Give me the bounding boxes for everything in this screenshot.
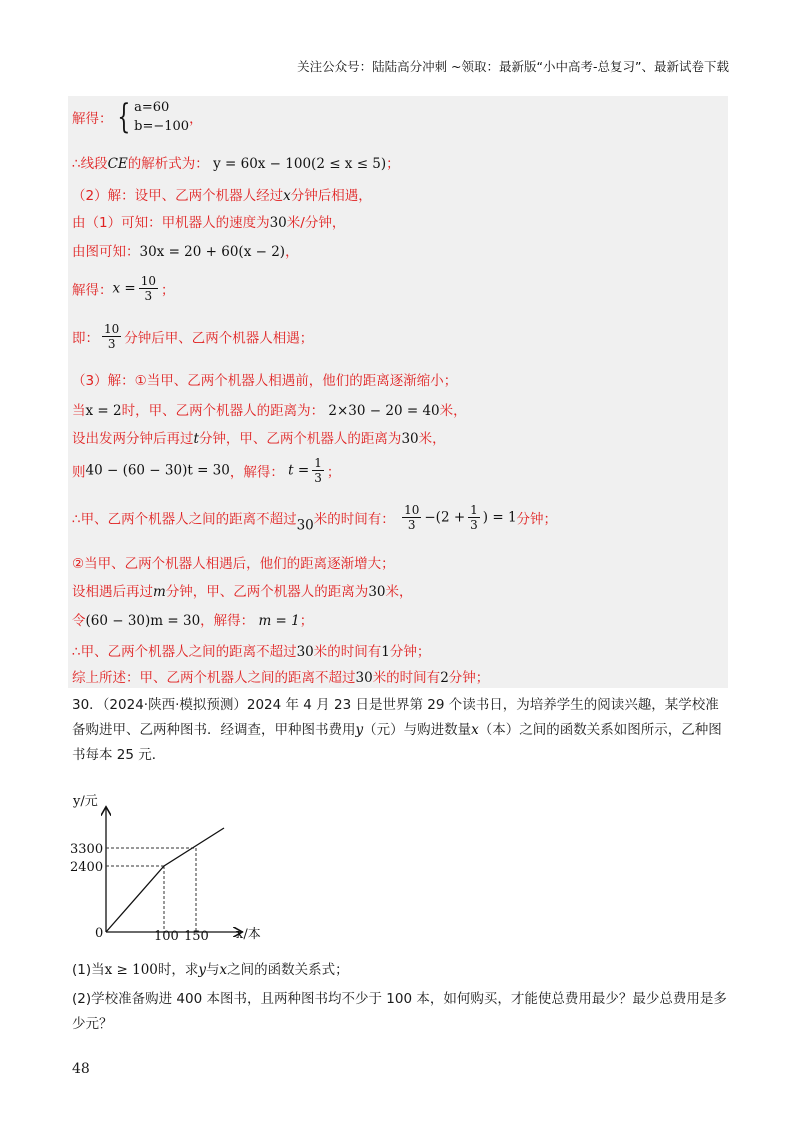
y-axis-label: y/元 [73, 794, 98, 809]
text: 分钟； [516, 511, 558, 528]
solution-line [72, 240, 299, 260]
text: 30．（2024·陕西·模拟预测）2024 年 4 月 23 日是世界第 29 个读书日，为培养学生的阅读兴趣，某学校准备购进甲、乙两种图书．经调查，甲种图书费用 [72, 697, 719, 738]
text: 米， [439, 403, 467, 419]
math: y = 60x − 100(2 ≤ x ≤ 5) [213, 156, 387, 172]
math: 2 [440, 670, 449, 686]
denominator: 3 [314, 471, 322, 485]
math: 30 [401, 431, 419, 447]
text: ； [161, 282, 175, 299]
math: x [283, 188, 291, 204]
page-header: 关注公众号：陆陆高分冲刺 ~领取：最新版“小中高考-总复习”、最新试卷下载 [297, 59, 729, 74]
text: 分钟后相遇， [290, 188, 372, 204]
solution-line [72, 274, 175, 303]
text: 综上所述：甲、乙两个机器人之间的距离不超过 [72, 670, 356, 686]
text: 时，求 [157, 962, 199, 978]
x-axis-label: x/本 [236, 927, 261, 942]
equation-system [134, 98, 189, 136]
text: 由（1）可知：甲机器人的速度为 [72, 215, 270, 231]
text: (1)当 [72, 962, 105, 978]
text: ； [299, 613, 314, 629]
solution-line [72, 184, 372, 204]
text: （元）与购进数量 [363, 722, 472, 738]
text: 即： [72, 330, 99, 347]
solution-line [72, 503, 557, 534]
denominator: 3 [144, 289, 153, 303]
cost-line [106, 828, 224, 932]
text: 米， [385, 584, 413, 600]
text: （本）之间的函数关系如图所示，乙种图书每本 25 元． [72, 722, 722, 763]
solution-line [72, 322, 313, 351]
text: ②当甲、乙两个机器人相遇后，他们的距离逐渐增大； [72, 556, 395, 572]
solution-line [72, 152, 400, 172]
text: 设出发两分钟后再过 [72, 431, 194, 447]
math: (60 − 30)m = 30 [85, 613, 201, 629]
text: 之间的函数关系式； [227, 962, 349, 978]
math: 30 [368, 584, 386, 600]
text: 时，甲、乙两个机器人的距离为： [121, 403, 325, 419]
math: 30 [355, 670, 373, 686]
math: 30x = 20 + 60(x − 2) [139, 244, 286, 260]
question-part-1 [72, 958, 732, 983]
math: y [355, 722, 364, 738]
text: ∴甲、乙两个机器人之间的距离不超过 [72, 511, 297, 528]
text: ， [285, 244, 299, 260]
solution-line [72, 97, 203, 137]
solution-line [72, 666, 489, 686]
solution-line [72, 211, 345, 231]
text: 由图可知： [72, 244, 140, 260]
question-part-2 [72, 987, 732, 1037]
text: ∴线段 [72, 156, 108, 172]
text: 米的时间有 [313, 644, 382, 660]
fraction [139, 274, 158, 303]
cost-graph [68, 790, 308, 955]
math: t [193, 431, 199, 447]
math: CE [107, 156, 128, 172]
denominator: 3 [407, 518, 416, 532]
text: 解得： [72, 111, 113, 127]
math: x [471, 722, 479, 738]
ytick-2400: 2400 [70, 860, 104, 875]
xtick-100: 100 [154, 929, 179, 944]
text: ∴甲、乙两个机器人之间的距离不超过 [72, 644, 297, 660]
solution-line [72, 580, 413, 600]
text: 分钟； [448, 670, 490, 686]
ytick-3300: 3300 [70, 842, 104, 857]
numerator: 1 [470, 503, 478, 517]
text: 分钟，甲、乙两个机器人的距离为 [198, 431, 402, 447]
fraction [402, 503, 421, 532]
text: 米/分钟， [286, 215, 346, 231]
solution-line [72, 552, 395, 572]
math: 2×30 − 20 = 40 [328, 403, 440, 419]
math: x [219, 962, 228, 978]
math: t = [288, 462, 310, 479]
text: （3）解：①当甲、乙两个机器人相遇前，他们的距离逐渐缩小； [72, 373, 458, 389]
math: y [198, 962, 207, 978]
text: ， [189, 111, 203, 127]
equation: a=60 [134, 100, 170, 115]
question-stem [72, 693, 732, 768]
page-number: 48 [72, 1061, 90, 1077]
fraction [102, 322, 121, 351]
text: 米的时间有 [372, 670, 441, 686]
text: 解得： [72, 282, 113, 299]
text: 设相遇后再过 [72, 584, 153, 600]
math: 30 [296, 644, 314, 660]
math: 1 [381, 644, 390, 660]
text: ； [386, 156, 400, 172]
solution-line [72, 427, 446, 447]
text: 分钟，甲、乙两个机器人的距离为 [165, 584, 369, 600]
text: 的解析式为： [127, 156, 209, 172]
numerator: 10 [404, 503, 420, 517]
text: 令 [72, 613, 86, 629]
math: m = 1 [258, 613, 300, 629]
math: 40 − (60 − 30)t = 30 [85, 462, 230, 479]
numerator: 10 [140, 274, 156, 288]
text: 分钟； [389, 644, 431, 660]
fraction [312, 456, 324, 485]
solution-line [72, 369, 457, 389]
solution-line [72, 456, 340, 485]
text: ； [326, 464, 341, 481]
equation: b=−100 [134, 119, 190, 134]
denominator: 3 [107, 337, 116, 351]
math: 30 [296, 517, 314, 534]
text: (2)学校准备购进 400 本图书，且两种图书均不少于 100 本，如何购买，才能使总费用最少？最少总费用是多少元？ [72, 991, 727, 1032]
text: ，解得： [200, 613, 255, 629]
xtick-150: 150 [184, 929, 209, 944]
brace-icon: { [116, 97, 130, 137]
numerator: 1 [314, 456, 322, 470]
math: x = [112, 280, 136, 297]
denominator: 3 [470, 518, 478, 532]
solution-line [72, 640, 430, 660]
math: x ≥ 100 [104, 962, 158, 978]
math: x = 2 [85, 403, 122, 419]
math: m [153, 584, 166, 600]
text: 当 [72, 403, 86, 419]
solution-line [72, 609, 313, 629]
solution-line [72, 399, 467, 419]
text: （2）解：设甲、乙两个机器人经过 [72, 188, 284, 204]
text: ，解得： [229, 464, 284, 481]
text: 米的时间有： [313, 511, 395, 528]
math: 30 [269, 215, 287, 231]
text: 米， [418, 431, 446, 447]
numerator: 10 [104, 322, 120, 336]
text: 分钟后甲、乙两个机器人相遇； [124, 330, 314, 347]
fraction [468, 503, 480, 532]
text: 与 [206, 962, 220, 978]
math: ) = 1 [482, 509, 517, 526]
origin-label: 0 [95, 926, 104, 941]
math: −(2 + [424, 509, 466, 526]
text: 则 [72, 464, 86, 481]
